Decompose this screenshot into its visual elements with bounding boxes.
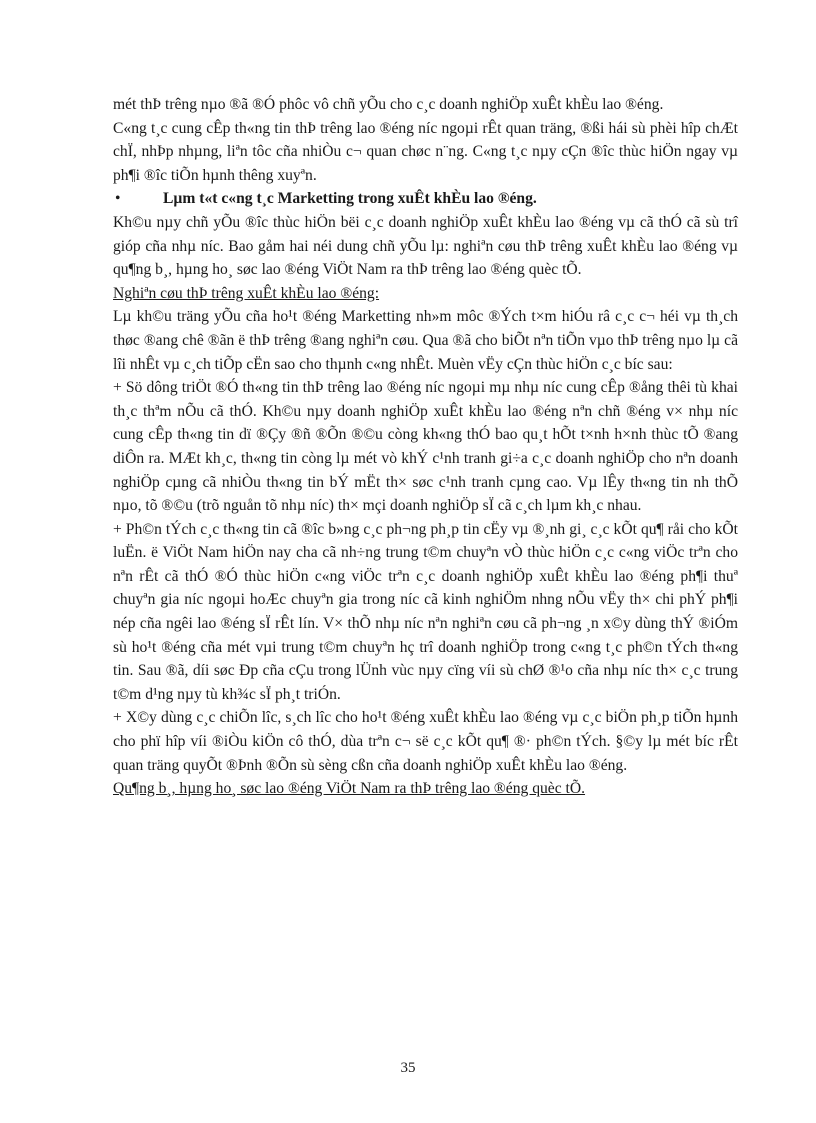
paragraph: + Ph©n tÝch c¸c th«ng tin cã ®îc b»ng c¸c ph¬ng ph¸p tin cËy vµ ®¸nh gi¸ c¸c kÕt qu¶ råi cho kÕt luËn. ë ViÖt Nam hiÖn nay cha cã nh÷ng trung t©m chuyªn vÒ thùc hiÖn c¸c c«ng viÖc trªn cho nªn rÊt cã thÓ ®Ó thùc hiÖn c«ng viÖc trªn c¸c doanh nghiÖp xuÊt khÈu lao ®éng ph¶i thuª chuyªn gia níc ngoµi hoÆc chuyªn gia trong níc cã kinh nghiÖm nhng nÕu vËy th× chi phÝ ph¶i nép cña ngêi lao ®éng sÏ rÊt lín. V× thÕ nhµ níc nªn nghiªn cøu cã ph¬ng ¸n x©y dùng thÝ ®iÓm sù ho¹t ®éng cña mét vµi trung t©m chuyªn hç trî doanh nghiÖp trong c«ng t¸c ph©n tÝch th«ng tin. Sau ®ã, díi søc Ðp cña cÇu trong lÜnh vùc nµy cïng víi sù chØ ®¹o cña nhµ níc th× c¸c trung t©m d¹ng nµy tù kh¾c sÏ ph¸t triÓn. bbox=[113, 520, 738, 703]
bullet-icon: • bbox=[115, 190, 121, 208]
paragraph: + Sö dông triÖt ®Ó th«ng tin thÞ trêng lao ®éng níc ngoµi mµ nhµ níc cung cÊp ®ång thêi tù khai th¸c thªm nÕu cã thÓ. Kh©u nµy doanh nghiÖp xuÊt khÈu lao ®éng nªn chñ ®éng v× nhµ níc cung cÊp th«ng tin dï ®Çy ®ñ ®Õn ®©u còng kh«ng thÓ bao qu¸t hÕt t×nh h×nh thùc tÕ ®ang diÔn ra. MÆt kh¸c, th«ng tin còng lµ mét vò khÝ c¹nh tranh gi÷a c¸c doanh nghiÖp cho nªn doanh nghiÖp cµng cã nhiÒu th«ng tin bÝ mËt th× søc c¹nh tranh cµng cao. Vµ lÊy th«ng tin nh thÕ nµo, tõ ®©u (trõ nguån tõ nhµ níc) th× mçi doanh nghiÖp sÏ cã c¸ch lµm kh¸c nhau. bbox=[113, 379, 738, 515]
paragraph: mét thÞ trêng nµo ®ã ®Ó phôc vô chñ yÕu cho c¸c doanh nghiÖp xuÊt khÈu lao ®éng. bbox=[113, 96, 664, 113]
page-number: 35 bbox=[400, 1060, 416, 1076]
paragraph: + X©y dùng c¸c chiÕn lîc, s¸ch lîc cho ho¹t ®éng xuÊt khÈu lao ®éng vµ c¸c biÖn ph¸p tiÕn hµnh cho phï hîp víi ®iÒu kiÖn cô thÓ, dùa trªn c¬ së c¸c kÕt qu¶ ®· ph©n tÝch. §©y lµ mét bíc rÊt quan träng quyÕt ®Þnh ®Õn sù sèng cßn cña doanh nghiÖp xuÊt khÈu lao ®éng. bbox=[113, 709, 738, 774]
paragraph: Lµ kh©u träng yÕu cña ho¹t ®éng Marketting nh»m môc ®Ých t×m hiÓu râ c¸c c¬ héi vµ th¸ch thøc ®ang chê ®ãn ë thÞ trêng ®ang nghiªn cøu. Qua ®ã cho biÕt nªn tiÕn vµo thÞ trêng nµo lµ cã lîi nhÊt vµ c¸ch tiÕp cËn sao cho thµnh c«ng nhÊt. Muèn vËy cÇn thùc hiÖn c¸c bíc sau: bbox=[113, 308, 738, 373]
subheading: Nghiªn cøu thÞ trêng xuÊt khÈu lao ®éng: bbox=[113, 284, 380, 302]
heading-text: Lµm t«t c«ng t¸c Marketting trong xuÊt khÈu lao ®éng. bbox=[163, 190, 537, 208]
paragraph: C«ng t¸c cung cÊp th«ng tin thÞ trêng lao ®éng níc ngoµi rÊt quan träng, ®ßi hái sù phèi hîp chÆt chÏ, nhÞp nhµng, liªn tôc cña nhiÒu c¬ quan chøc n¨ng. C«ng t¸c nµy cÇn ®îc thùc hiÖn ngay vµ ph¶i ®îc tiÕn hµnh thêng xuyªn. bbox=[113, 119, 738, 184]
body-text bbox=[113, 93, 738, 801]
subheading: Qu¶ng b¸, hµng ho¸ søc lao ®éng ViÖt Nam ra thÞ trêng lao ®éng quèc tÕ. bbox=[113, 780, 586, 798]
paragraph: Kh©u nµy chñ yÕu ®îc thùc hiÖn bëi c¸c doanh nghiÖp xuÊt khÈu lao ®éng vµ cã thÓ cã sù trî gióp cña nhµ níc. Bao gåm hai néi dung chñ yÕu lµ: nghiªn cøu thÞ trêng xuÊt khÈu lao ®éng vµ qu¶ng b¸, hµng ho¸ søc lao ®éng ViÖt Nam ra thÞ trêng lao ®éng quèc tÕ. bbox=[113, 213, 738, 279]
bullet-heading bbox=[113, 187, 738, 211]
